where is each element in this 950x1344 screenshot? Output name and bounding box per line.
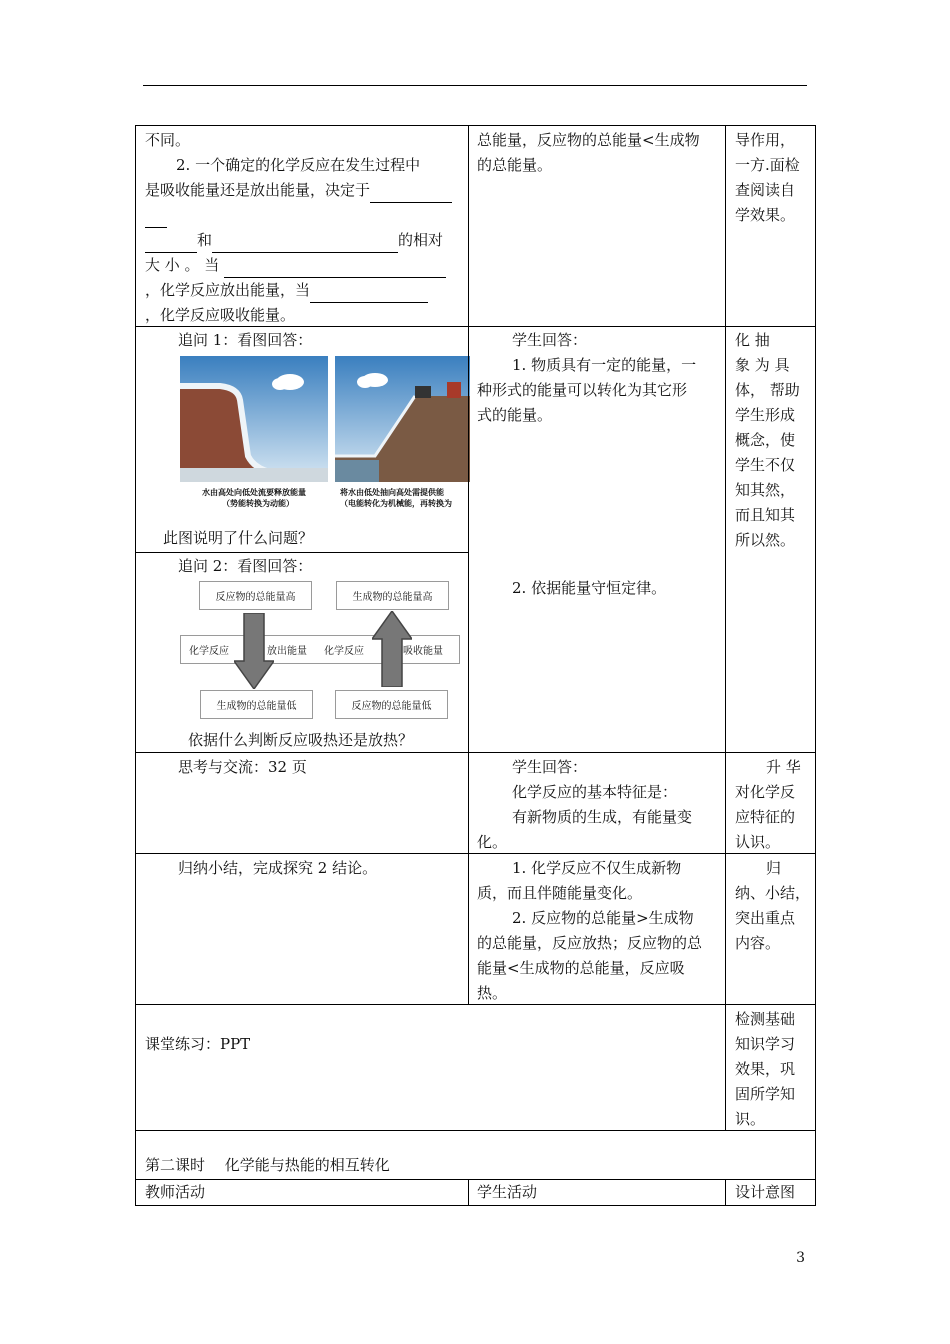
lesson-title: 第二课时 化学能与热能的相互转化 — [145, 1156, 390, 1174]
row4-intent-line3: 应特征的 — [735, 808, 796, 826]
row2-student-line4: 式的能量。 — [477, 406, 553, 424]
row1-teacher-line7: ，化学反应吸收能量。 — [145, 306, 296, 324]
up-arrow-icon — [372, 611, 412, 687]
row2-intent-line3: 体， 帮助 — [735, 381, 800, 399]
row5-teacher-text: 归纳小结，完成探究 2 结论。 — [178, 859, 378, 877]
row1-teacher-line1: 不同。 — [145, 131, 191, 149]
row5-intent-line4: 内容。 — [735, 934, 781, 952]
row1-intent-line3: 查阅读自 — [735, 181, 796, 199]
row1-teacher-line4: 和 的相对 — [145, 228, 443, 253]
diagram-right-bottom-box: 反应物的总能量低 — [335, 690, 448, 719]
row5-student-cell — [468, 853, 726, 1005]
row8-student-header — [468, 1179, 726, 1206]
row4-student-line2: 化学反应的基本特征是： — [512, 783, 678, 801]
row5-student-line2: 质，而且伴随能量变化。 — [477, 884, 643, 902]
row2-student-line3: 种形式的能量可以转化为其它形 — [477, 381, 688, 399]
diagram-middle-bar — [180, 635, 460, 664]
diagram-left-top-box: 反应物的总能量高 — [199, 581, 312, 610]
row1-teacher-blank-tail — [145, 203, 167, 228]
row1-intent-cell — [725, 125, 816, 327]
row5-student-line5: 能量<生成物的总能量，反应吸 — [477, 959, 685, 977]
row5-intent-line3: 突出重点 — [735, 909, 796, 927]
row6-intent-line2: 知识学习 — [735, 1035, 796, 1053]
row8-teacher-header — [135, 1179, 469, 1206]
row5-teacher-cell — [135, 853, 469, 1005]
row2-intent-line9: 所以然。 — [735, 531, 796, 549]
row6-intent-line1: 检测基础 — [735, 1010, 796, 1028]
row3-teacher-cell — [135, 552, 469, 753]
row1-teacher-line3: 是吸收能量还是放出能量，决定于 — [145, 178, 452, 203]
row8-intent-header — [725, 1179, 816, 1206]
row1-teacher-line5: 大 小 。 当 — [145, 253, 446, 278]
row1-intent-line1: 导作用， — [735, 131, 796, 149]
header-student-activity: 学生活动 — [477, 1183, 538, 1201]
row2-intent-line5: 概念，使 — [735, 431, 796, 449]
row5-student-line1: 1. 化学反应不仅生成新物 — [512, 859, 682, 877]
row5-student-line3: 2. 反应物的总能量>生成物 — [512, 909, 694, 927]
row2-student-cell — [468, 326, 726, 753]
row4-intent-line2: 对化学反 — [735, 783, 796, 801]
row4-student-line4: 化。 — [477, 833, 508, 851]
diagram-left-mid-b: 放出能量 — [267, 646, 307, 657]
diagram-right-mid-a: 化学反应 — [324, 646, 364, 657]
row1-intent-line2: 一方.面检 — [735, 156, 800, 174]
row7-lesson-title-cell — [135, 1130, 816, 1180]
row2-intent-cell — [725, 326, 816, 753]
header-rule — [143, 85, 807, 86]
row4-student-line3: 有新物质的生成，有能量变 — [512, 808, 693, 826]
row2-question1: 追问 1：看图回答： — [178, 331, 313, 349]
row2-intent-line4: 学生形成 — [735, 406, 796, 424]
row6-teacher-cell — [135, 1004, 726, 1131]
row2-student-line1: 学生回答： — [512, 331, 588, 349]
water-flow-down-image — [180, 356, 328, 482]
row6-intent-line5: 识。 — [735, 1110, 766, 1128]
row2-student-line2: 1. 物质具有一定的能量，一 — [512, 356, 697, 374]
diagram-left-bottom-box: 生成物的总能量低 — [200, 690, 313, 719]
row5-intent-line2: 纳、小结， — [735, 884, 811, 902]
row2-question1-ask: 此图说明了什么问题？ — [163, 529, 314, 547]
header-design-intent: 设计意图 — [735, 1183, 796, 1201]
row4-intent-cell — [725, 752, 816, 854]
row6-teacher-text: 课堂练习：PPT — [145, 1035, 251, 1053]
row5-intent-line1: 归 — [766, 859, 782, 877]
row4-intent-line1: 升 华 — [766, 758, 801, 776]
row5-student-line4: 的总能量，反应放热；反应物的总 — [477, 934, 703, 952]
water-pump-up-image — [335, 356, 470, 482]
right-image-caption-line1: 将水由低处抽向高处需提供能 — [340, 487, 444, 497]
row4-student-cell — [468, 752, 726, 854]
row4-student-line1: 学生回答： — [512, 758, 588, 776]
row1-teacher-line2: 2. 一个确定的化学反应在发生过程中 — [176, 156, 421, 174]
row5-intent-cell — [725, 853, 816, 1005]
row1-teacher-line6: ，化学反应放出能量，当 — [145, 278, 428, 303]
row1-student-line1: 总能量，反应物的总能量<生成物 — [477, 131, 700, 149]
diagram-left-mid-a: 化学反应 — [189, 646, 229, 657]
row2-intent-line6: 学生不仅 — [735, 456, 796, 474]
row1-student-line2: 的总能量。 — [477, 156, 553, 174]
row2-teacher-cell — [135, 326, 469, 553]
row1-student-cell — [468, 125, 726, 327]
diagram-right-mid-b: 吸收能量 — [403, 646, 443, 657]
row2-intent-line8: 而且知其 — [735, 506, 796, 524]
row4-intent-line4: 认识。 — [735, 833, 781, 851]
left-image-caption-line1: 水由高处向低处流要释放能量 — [202, 487, 306, 497]
row6-intent-line3: 效果，巩 — [735, 1060, 796, 1078]
row3-question2-ask: 依据什么判断反应吸热还是放热？ — [188, 731, 414, 749]
left-image-caption-line2: （势能转换为动能） — [222, 498, 294, 508]
page-number: 3 — [796, 1250, 805, 1266]
header-teacher-activity: 教师活动 — [145, 1183, 206, 1201]
row3-question2: 追问 2：看图回答： — [178, 557, 313, 575]
row2-intent-line2: 象 为 具 — [735, 356, 790, 374]
row2-intent-line7: 知其然， — [735, 481, 796, 499]
row1-intent-line4: 学效果。 — [735, 206, 796, 224]
energy-diagram — [176, 579, 470, 724]
row4-teacher-cell — [135, 752, 469, 854]
row4-teacher-text: 思考与交流：32 页 — [178, 758, 307, 776]
row2-intent-line1: 化 抽 — [735, 331, 770, 349]
row6-intent-line4: 固所学知 — [735, 1085, 796, 1103]
row5-student-line6: 热。 — [477, 984, 508, 1002]
row6-intent-cell — [725, 1004, 816, 1131]
diagram-right-top-box: 生成物的总能量高 — [336, 581, 449, 610]
right-image-caption-line2: （电能转化为机械能，再转换为 — [340, 498, 452, 508]
row1-teacher-cell — [135, 125, 469, 327]
down-arrow-icon — [234, 613, 274, 689]
row3-student-line: 2. 依据能量守恒定律。 — [512, 579, 667, 597]
